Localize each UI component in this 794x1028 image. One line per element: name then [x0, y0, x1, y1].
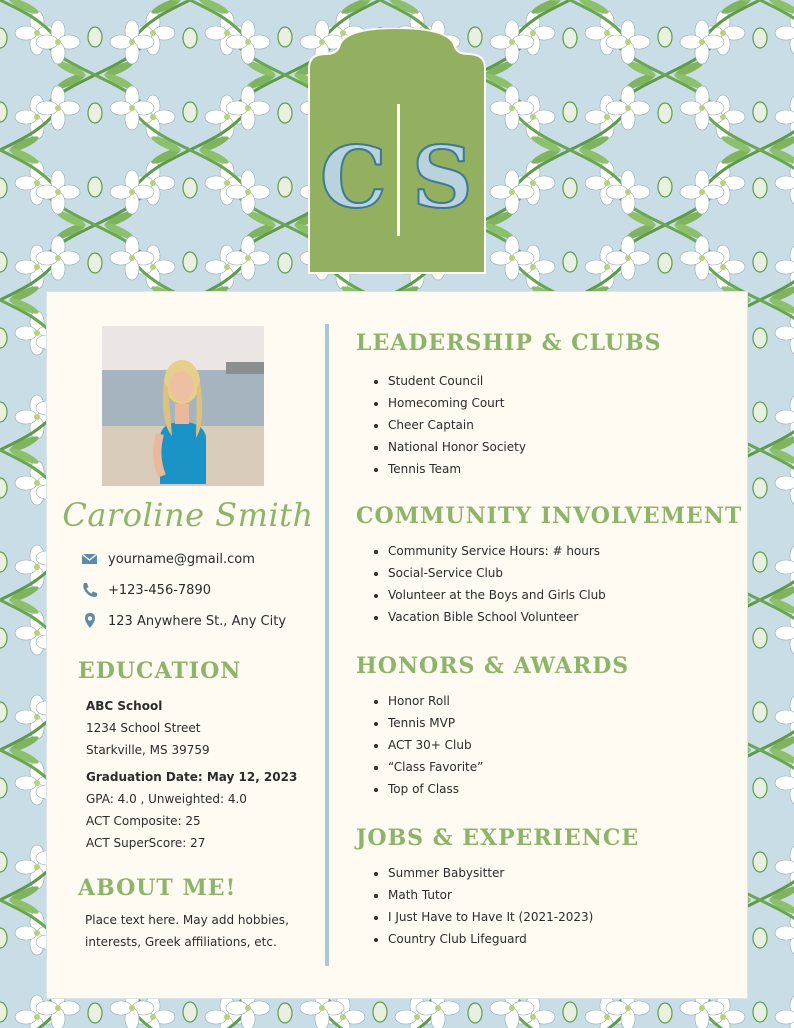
list-item: • Homecoming Court	[388, 392, 526, 414]
community-heading: COMMUNITY INVOLVEMENT	[356, 503, 743, 529]
school-street: 1234 School Street	[86, 721, 201, 735]
list-item: • Social-Service Club	[388, 562, 606, 584]
list-item: • ACT 30+ Club	[388, 734, 483, 756]
about-text: Place text here. May add hobbies, interests, Greek affiliations, etc.	[85, 913, 289, 949]
list-item: • Summer Babysitter	[388, 862, 593, 884]
profile-photo	[102, 326, 264, 486]
community-list	[371, 540, 606, 628]
gpa: GPA: 4.0 , Unweighted: 4.0	[86, 792, 247, 806]
list-item: • Volunteer at the Boys and Girls Club	[388, 584, 606, 606]
education-heading: EDUCATION	[78, 658, 242, 684]
about-heading: ABOUT ME!	[78, 875, 237, 901]
list-item: • Tennis Team	[388, 458, 526, 480]
list-item: • Community Service Hours: # hours	[388, 540, 606, 562]
contact-phone: +123-456-7890	[80, 578, 320, 602]
honors-heading: HONORS & AWARDS	[356, 653, 630, 679]
monogram-right-letter: S	[412, 128, 473, 227]
leadership-list	[371, 370, 526, 480]
resume-card	[47, 292, 747, 998]
phone-icon	[80, 580, 100, 600]
list-item: • Honor Roll	[388, 690, 483, 712]
monogram-badge	[308, 28, 486, 274]
monogram-left-letter: C	[320, 128, 387, 227]
list-item: • I Just Have to Have It (2021-2023)	[388, 906, 593, 928]
act-superscore: ACT SuperScore: 27	[86, 836, 206, 850]
email-icon	[80, 549, 100, 569]
list-item: • Vacation Bible School Volunteer	[388, 606, 606, 628]
list-item: • Top of Class	[388, 778, 483, 800]
list-item: • Student Council	[388, 370, 526, 392]
honors-list	[371, 690, 483, 800]
list-item: • National Honor Society	[388, 436, 526, 458]
candidate-name: Caroline Smith	[62, 496, 314, 534]
list-item: • Country Club Lifeguard	[388, 928, 593, 950]
list-item: • Cheer Captain	[388, 414, 526, 436]
jobs-list	[371, 862, 593, 950]
school-name: ABC School	[86, 699, 163, 713]
list-item: • “Class Favorite”	[388, 756, 483, 778]
contact-email: yourname@gmail.com	[80, 547, 320, 571]
monogram-divider	[397, 104, 400, 236]
location-pin-icon	[80, 611, 100, 631]
list-item: • Math Tutor	[388, 884, 593, 906]
act-composite: ACT Composite: 25	[86, 814, 201, 828]
jobs-heading: JOBS & EXPERIENCE	[356, 825, 640, 851]
school-city: Starkville, MS 39759	[86, 743, 210, 757]
column-divider	[325, 324, 329, 966]
list-item: • Tennis MVP	[388, 712, 483, 734]
contact-address: 123 Anywhere St., Any City	[80, 609, 320, 633]
graduation-date: Graduation Date: May 12, 2023	[86, 770, 298, 784]
leadership-heading: LEADERSHIP & CLUBS	[356, 330, 662, 356]
